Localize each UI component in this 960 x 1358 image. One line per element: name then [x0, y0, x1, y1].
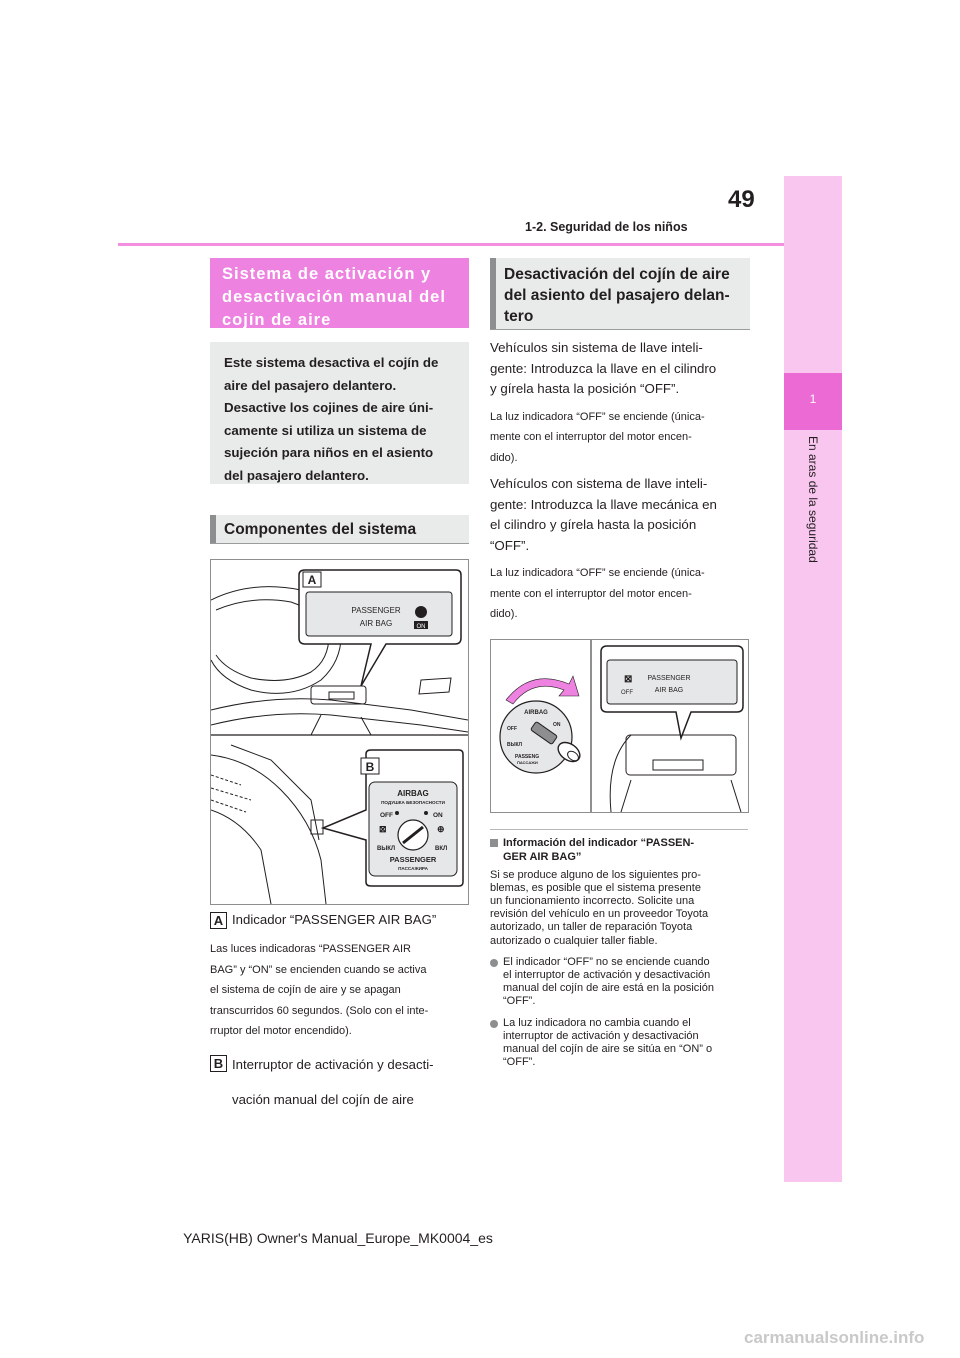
figure-label-a: A [307, 573, 317, 587]
dashboard-illustration [211, 560, 468, 904]
watermark: carmanualsonline.info [744, 1328, 925, 1347]
switch-text-airbag: AIRBAG [524, 709, 548, 716]
note-line: La luz indicadora “OFF” se enciende (única- [490, 567, 705, 579]
info-divider [490, 829, 748, 830]
note-line: mente con el interruptor del motor encen- [490, 431, 692, 443]
turn-arrow-icon [506, 676, 579, 704]
heading-line: Desactivación del cojín de aire [504, 266, 730, 283]
bullet-item [490, 956, 750, 1009]
info-line: autorizado o cualquier taller fiable. [490, 934, 658, 947]
right-column [490, 258, 750, 1069]
instruction-line: y gírela hasta la posición “OFF”. [490, 381, 680, 396]
instruction-line: “OFF”. [490, 537, 530, 553]
switch-text-passenger: PASSENGER [389, 855, 437, 864]
instruction-line: Vehículos con sistema de llave inteli- [490, 476, 708, 491]
bullet-item [490, 1017, 750, 1070]
intro-line: aire del pasajero delantero. [224, 377, 397, 393]
airbag-on-icon: ⊕ [437, 824, 445, 834]
chapter-title: En aras de la seguridad [806, 436, 820, 563]
bullet-line: manual del cojín de aire está en la posición [503, 982, 714, 995]
info-line: Si se produce alguno de los siguientes pro- [490, 868, 701, 881]
header-rule [118, 243, 784, 246]
display-text-passenger: PASSENGER [351, 606, 401, 615]
info-title-line: Información del indicador “PASSEN- [503, 836, 695, 849]
display-text-passenger: PASSENGER [647, 674, 691, 682]
switch-text-passenger: PASSENG [515, 753, 540, 760]
airbag-off-icon: ⊠ [624, 673, 633, 685]
caption-line: Las luces indicadoras “PASSENGER AIR [210, 943, 411, 955]
display-text-off: OFF [621, 689, 633, 696]
bullet-line: interruptor de activación y desactivación [503, 1029, 699, 1042]
key-switch-illustration [491, 640, 748, 812]
airbag-off-icon: ⊠ [379, 824, 387, 834]
heading-line: tero [504, 308, 534, 325]
figure-label-b: B [365, 760, 375, 774]
switch-text-on-ru: ВКЛ [435, 846, 448, 852]
info-line: blemas, es posible que el sistema presente [490, 881, 701, 894]
callout-b-line: vación manual del cojín de aire [232, 1091, 414, 1107]
bullet-text [503, 1017, 712, 1070]
bullet-line: el interruptor de activación y desactivación [503, 968, 711, 981]
instruction-line: gente: Introduzca la llave en el cilindro [490, 360, 717, 376]
info-line: autorizado, un taller de reparación Toyota [490, 921, 693, 934]
intro-line: Este sistema desactiva el cojín de [224, 355, 439, 370]
display-text-airbag: AIR BAG [654, 686, 684, 694]
callout-b [210, 1052, 469, 1112]
switch-text-airbag: AIRBAG [397, 789, 429, 798]
caption-line: BAG” y “ON” se encienden cuando se activa [210, 963, 427, 976]
note-smart-key [490, 563, 750, 625]
note-line: dido). [490, 451, 518, 464]
display-text-airbag: AIR BAG [359, 619, 393, 628]
instruction-line: el cilindro y gírela hasta la posición [490, 517, 697, 532]
intro-box [210, 342, 469, 484]
bullet-text [503, 956, 714, 1009]
callout-a-label: Indicador “PASSENGER AIR BAG” [232, 912, 437, 927]
switch-text-on: ON [553, 721, 561, 728]
note-line: La luz indicadora “OFF” se enciende (única- [490, 410, 705, 423]
instruction-line: Vehículos sin sistema de llave inteli- [490, 340, 703, 355]
switch-text-off: OFF [507, 725, 517, 732]
components-heading: Componentes del sistema [210, 515, 469, 544]
components-illustration [210, 559, 469, 905]
switch-text-on: ON [433, 812, 443, 819]
airbag-seat-icon [415, 606, 427, 618]
footer-text: YARIS(HB) Owner's Manual_Europe_MK0004_es [183, 1230, 493, 1246]
deactivation-heading [490, 258, 750, 330]
bullet-dot-icon [490, 1020, 498, 1028]
bullet-dot-icon [490, 959, 498, 967]
note-line: mente con el interruptor del motor encen- [490, 587, 692, 600]
info-line: revisión del vehículo en un proveedor Toyota [490, 908, 709, 921]
info-line: un funcionamiento incorrecto. Solicite una [490, 894, 695, 907]
info-body [490, 869, 750, 948]
switch-text-airbag-ru: ПОДУШКА БЕЗОПАСНОСТИ [381, 800, 445, 805]
caption-line: rruptor del motor encendido). [210, 1025, 352, 1037]
info-title [490, 836, 750, 864]
instruction-smart-key [490, 474, 750, 556]
switch-text-off-ru: ВЫКЛ [377, 846, 396, 852]
bullet-line: La luz indicadora no cambia cuando el [503, 1016, 691, 1029]
callout-a [210, 909, 469, 931]
info-title-text [503, 836, 694, 864]
caption-line: transcurridos 60 segundos. (Solo con el inte- [210, 1004, 429, 1017]
chapter-number: 1 [809, 392, 817, 406]
section-heading: 1-2. Seguridad de los niños [525, 220, 688, 234]
bullet-line: El indicador “OFF” no se enciende cuando [503, 955, 710, 968]
callout-b-line: Interruptor de activación y desacti- [232, 1056, 434, 1072]
page-number: 49 [728, 186, 755, 213]
callout-a-badge: A [210, 912, 227, 929]
callout-b-label [232, 1052, 434, 1112]
callout-b-badge: B [210, 1055, 227, 1072]
bullet-line: “OFF”. [503, 995, 536, 1008]
intro-line: camente si utiliza un sistema de [224, 422, 427, 438]
intro-line: del pasajero delantero. [224, 467, 369, 483]
bullet-line: manual del cojín de aire se sitúa en “ON” o [503, 1042, 713, 1055]
intro-line: Desactive los cojines de aire úni- [224, 400, 434, 415]
info-square-icon [490, 839, 498, 847]
indicator-caption [210, 939, 469, 1042]
switch-text-passenger-ru: ПАССАЖИ [517, 759, 538, 765]
key-turn-illustration [490, 639, 749, 813]
note-no-smart-key [490, 407, 750, 469]
left-column [210, 258, 469, 1112]
caption-line: el sistema de cojín de aire y se apagan [210, 984, 401, 996]
display-text-on: ON [416, 624, 426, 630]
switch-text-off-ru: ВЫКЛ [507, 741, 523, 748]
bullet-line: “OFF”. [503, 1056, 536, 1069]
switch-text-off: OFF [380, 812, 393, 819]
note-line: dido). [490, 608, 518, 620]
instruction-no-smart-key [490, 338, 750, 400]
section-title-box: Sistema de activación y desactivación manual del cojín de aire [210, 258, 469, 328]
switch-text-passenger-ru: ПАССАЖИРА [398, 866, 428, 871]
heading-line: del asiento del pasajero delan- [504, 287, 730, 304]
intro-line: sujeción para niños en el asiento [224, 445, 434, 460]
instruction-line: gente: Introduzca la llave mecánica en [490, 496, 717, 512]
info-title-line: GER AIR BAG” [503, 850, 582, 863]
